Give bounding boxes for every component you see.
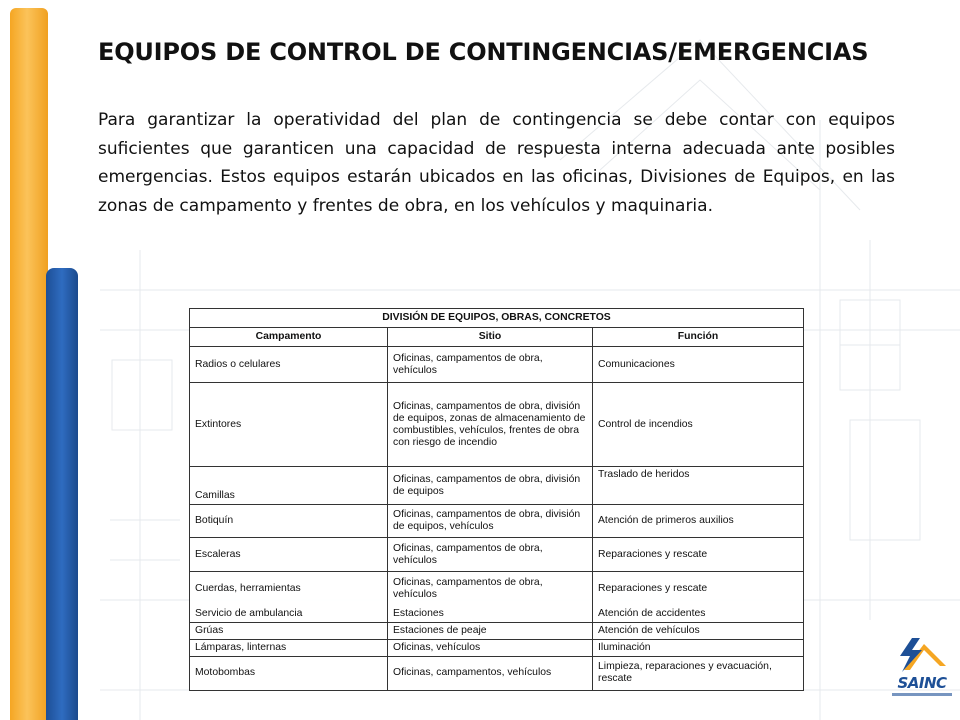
cell-equipo: Servicio de ambulancia — [190, 606, 388, 623]
table-row — [190, 383, 804, 467]
cell-equipo: Motobombas — [190, 656, 388, 690]
cell-equipo: Botiquín — [190, 505, 388, 538]
cell-equipo: Radios o celulares — [190, 347, 388, 383]
table-row — [190, 467, 804, 505]
cell-equipo: Extintores — [190, 383, 388, 467]
header-sitio: Sitio — [388, 328, 593, 347]
table-row — [190, 639, 804, 656]
cell-sitio: Oficinas, campamentos de obra, vehículos — [388, 538, 593, 572]
table-row — [190, 505, 804, 538]
cell-sitio: Oficinas, campamentos de obra, división de equipos — [388, 467, 593, 505]
cell-funcion: Reparaciones y rescate — [593, 572, 804, 606]
table-row — [190, 572, 804, 606]
cell-funcion: Traslado de heridos — [593, 467, 804, 505]
logo-text: SAINC — [897, 674, 947, 692]
header-funcion: Función — [593, 328, 804, 347]
cell-sitio: Estaciones — [388, 606, 593, 623]
company-logo — [890, 636, 954, 706]
cell-equipo: Escaleras — [190, 538, 388, 572]
cell-sitio: Oficinas, campamentos de obra, vehículos — [388, 572, 593, 606]
cell-sitio: Oficinas, campamentos, vehículos — [388, 656, 593, 690]
table-caption: DIVISIÓN DE EQUIPOS, OBRAS, CONCRETOS — [190, 309, 804, 328]
table-row — [190, 606, 804, 623]
cell-equipo: Lámparas, linternas — [190, 639, 388, 656]
header-campamento: Campamento — [190, 328, 388, 347]
logo-underline — [892, 693, 952, 696]
cell-funcion: Control de incendios — [593, 383, 804, 467]
cell-sitio: Oficinas, campamentos de obra, división de equipos, zonas de almacenamiento de combustibles, vehículos, frentes de obra con riesgo de incendio — [388, 383, 593, 467]
cell-funcion: Comunicaciones — [593, 347, 804, 383]
cell-funcion: Iluminación — [593, 639, 804, 656]
equipment-table-container — [189, 308, 803, 691]
table-row — [190, 347, 804, 383]
cell-funcion: Atención de primeros auxilios — [593, 505, 804, 538]
table-row — [190, 656, 804, 690]
slide-title: EQUIPOS DE CONTROL DE CONTINGENCIAS/EMERGENCIAS — [98, 38, 869, 66]
equipment-table — [189, 308, 804, 691]
table-row — [190, 538, 804, 572]
table-row — [190, 622, 804, 639]
cell-sitio: Oficinas, campamentos de obra, división de equipos, vehículos — [388, 505, 593, 538]
blue-accent-bar — [46, 268, 78, 720]
intro-paragraph: Para garantizar la operatividad del plan de contingencia se debe contar con equipos suficientes que garanticen una capacidad de respuesta interna adecuada ante posibles emergencias. Estos equipos estarán ubicados en las oficinas, Divisiones de Equipos, en las zonas de campamento y frentes de obra, en los vehículos y maquinaria. — [98, 110, 895, 216]
cell-sitio: Estaciones de peaje — [388, 622, 593, 639]
cell-sitio: Oficinas, campamentos de obra, vehículos — [388, 347, 593, 383]
cell-funcion: Atención de vehículos — [593, 622, 804, 639]
cell-funcion: Limpieza, reparaciones y evacuación, rescate — [593, 656, 804, 690]
cell-equipo: Grúas — [190, 622, 388, 639]
orange-accent-bar — [10, 8, 48, 720]
table-header-row — [190, 328, 804, 347]
lightning-house-logo-icon — [890, 636, 954, 676]
cell-funcion: Reparaciones y rescate — [593, 538, 804, 572]
table-caption-row — [190, 309, 804, 328]
cell-equipo: Cuerdas, herramientas — [190, 572, 388, 606]
cell-funcion: Atención de accidentes — [593, 606, 804, 623]
cell-sitio: Oficinas, vehículos — [388, 639, 593, 656]
cell-equipo: Camillas — [190, 467, 388, 505]
